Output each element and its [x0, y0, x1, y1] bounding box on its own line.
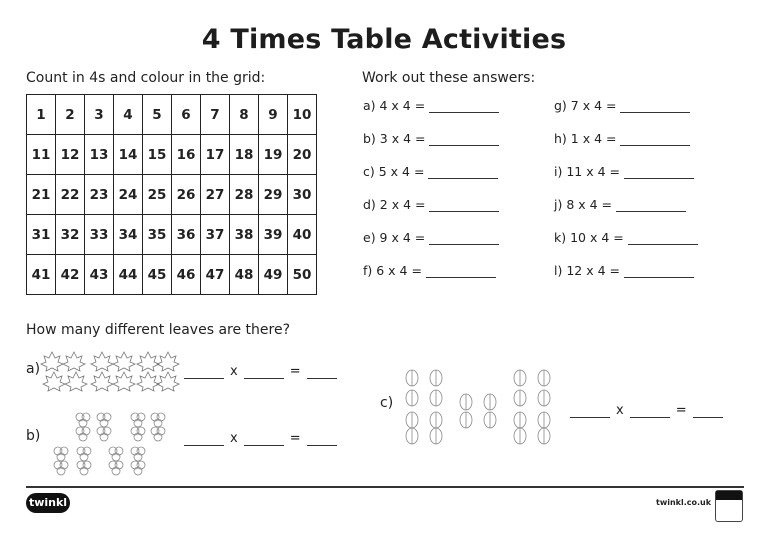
grid-cell[interactable]: 31: [27, 215, 56, 255]
grid-cell[interactable]: 6: [172, 95, 201, 135]
maple-leaf-icon: [91, 352, 113, 371]
grid-cell[interactable]: 34: [114, 215, 143, 255]
maple-leaf-icon: [41, 352, 63, 371]
grid-row: [27, 135, 317, 175]
clover-leaf-icon: [109, 447, 123, 461]
clover-leaf-icon: [54, 461, 68, 475]
grid-cell[interactable]: 14: [114, 135, 143, 175]
grid-cell[interactable]: 25: [143, 175, 172, 215]
question-text: i) 11 x 4 =: [554, 164, 620, 179]
grid-cell[interactable]: 17: [201, 135, 230, 175]
question-item: [363, 98, 499, 113]
blank-field[interactable]: [570, 405, 610, 418]
grid-cell[interactable]: 24: [114, 175, 143, 215]
grid-cell[interactable]: 18: [230, 135, 259, 175]
equals-sign: =: [675, 403, 687, 418]
question-text: k) 10 x 4 =: [554, 230, 624, 245]
leaves-answer-c: [570, 403, 723, 418]
grid-cell[interactable]: 22: [56, 175, 85, 215]
grid-row: [27, 175, 317, 215]
footer-site: twinkl.co.uk: [656, 498, 712, 507]
question-item: [554, 197, 686, 212]
grid-cell[interactable]: 27: [201, 175, 230, 215]
maple-leaf-icon: [65, 372, 87, 391]
oval-leaf-icon: [514, 390, 526, 406]
question-item: [554, 230, 698, 245]
blank-field[interactable]: [693, 405, 723, 418]
footer-divider: [26, 486, 744, 488]
grid-cell[interactable]: 35: [143, 215, 172, 255]
grid-cell[interactable]: 2: [56, 95, 85, 135]
times-sign: x: [230, 431, 238, 446]
grid-row: [27, 95, 317, 135]
blank-field[interactable]: [307, 433, 337, 446]
grid-cell[interactable]: 30: [288, 175, 317, 215]
blank-field[interactable]: [244, 366, 284, 379]
question-item: [363, 263, 496, 278]
clover-leaf-icon: [97, 413, 111, 427]
grid-cell[interactable]: 38: [230, 215, 259, 255]
oval-leaf-icon: [430, 390, 442, 406]
leaves-label-a: a): [26, 361, 41, 377]
oval-leaf-icon: [430, 412, 442, 428]
oval-leaf-icon: [406, 428, 418, 444]
grid-cell[interactable]: 9: [259, 95, 288, 135]
grid-cell[interactable]: 15: [143, 135, 172, 175]
maple-leaf-icon: [113, 372, 135, 391]
grid-cell[interactable]: 36: [172, 215, 201, 255]
grid-cell[interactable]: 19: [259, 135, 288, 175]
grid-cell[interactable]: 13: [85, 135, 114, 175]
clover-leaves-group: [50, 412, 180, 478]
grid-cell[interactable]: 16: [172, 135, 201, 175]
oval-leaf-icon: [406, 370, 418, 386]
leaves-question: How many different leaves are there?: [26, 322, 291, 338]
oval-leaf-icon: [460, 412, 472, 428]
grid-cell[interactable]: 29: [259, 175, 288, 215]
answer-blank[interactable]: [616, 197, 686, 212]
twinkl-logo: twinkl: [26, 493, 70, 513]
grid-cell[interactable]: 12: [56, 135, 85, 175]
quality-badge-icon: [715, 490, 743, 522]
grid-cell[interactable]: 21: [27, 175, 56, 215]
maple-leaf-icon: [63, 352, 85, 371]
question-text: d) 2 x 4 =: [363, 197, 426, 212]
leaves-label-b: b): [26, 428, 41, 444]
leaves-answer-b: [184, 431, 337, 446]
answers-instruction: Work out these answers:: [362, 70, 536, 86]
oval-leaf-icon: [514, 428, 526, 444]
grid-row: [27, 215, 317, 255]
grid-cell[interactable]: 48: [230, 255, 259, 295]
oval-leaf-icon: [484, 394, 496, 410]
answer-blank[interactable]: [426, 263, 496, 278]
question-item: [554, 98, 690, 113]
answer-blank[interactable]: [624, 263, 694, 278]
oval-leaves-group: [400, 366, 560, 448]
question-item: [554, 131, 690, 146]
question-text: c) 5 x 4 =: [363, 164, 425, 179]
grid-cell[interactable]: 32: [56, 215, 85, 255]
equals-sign: =: [289, 431, 301, 446]
question-text: e) 9 x 4 =: [363, 230, 426, 245]
answer-blank[interactable]: [628, 230, 698, 245]
oval-leaf-icon: [538, 428, 550, 444]
clover-leaf-icon: [131, 427, 145, 441]
grid-cell[interactable]: 7: [201, 95, 230, 135]
answer-blank[interactable]: [620, 131, 690, 146]
times-sign: x: [230, 364, 238, 379]
question-text: g) 7 x 4 =: [554, 98, 617, 113]
answer-blank[interactable]: [428, 164, 498, 179]
answer-blank[interactable]: [429, 230, 499, 245]
question-item: [554, 164, 694, 179]
grid-cell[interactable]: 46: [172, 255, 201, 295]
oval-leaf-icon: [430, 428, 442, 444]
clover-leaf-icon: [97, 427, 111, 441]
answer-blank[interactable]: [429, 197, 499, 212]
grid-cell[interactable]: 44: [114, 255, 143, 295]
question-item: [363, 197, 499, 212]
grid-cell[interactable]: 11: [27, 135, 56, 175]
grid-cell[interactable]: 43: [85, 255, 114, 295]
maple-leaf-icon: [137, 372, 159, 391]
grid-cell[interactable]: 47: [201, 255, 230, 295]
maple-leaf-icon: [43, 372, 65, 391]
clover-leaf-icon: [77, 447, 91, 461]
question-text: f) 6 x 4 =: [363, 263, 422, 278]
maple-leaf-icon: [113, 352, 135, 371]
maple-leaf-icon: [91, 372, 113, 391]
grid-cell[interactable]: 10: [288, 95, 317, 135]
leaves-label-c: c): [380, 395, 394, 411]
oval-leaf-icon: [484, 412, 496, 428]
clover-leaf-icon: [77, 461, 91, 475]
maple-leaf-icon: [157, 372, 179, 391]
grid-cell[interactable]: 49: [259, 255, 288, 295]
maple-leaf-icon: [137, 352, 159, 371]
times-sign: x: [616, 403, 624, 418]
grid-cell[interactable]: 40: [288, 215, 317, 255]
clover-leaf-icon: [131, 447, 145, 461]
grid-cell[interactable]: 37: [201, 215, 230, 255]
equals-sign: =: [289, 364, 301, 379]
grid-cell[interactable]: 26: [172, 175, 201, 215]
blank-field[interactable]: [307, 366, 337, 379]
grid-cell[interactable]: 28: [230, 175, 259, 215]
grid-cell[interactable]: 23: [85, 175, 114, 215]
oval-leaf-icon: [430, 370, 442, 386]
question-text: a) 4 x 4 =: [363, 98, 426, 113]
clover-leaf-icon: [109, 461, 123, 475]
question-item: [363, 230, 499, 245]
grid-cell[interactable]: 45: [143, 255, 172, 295]
question-text: b) 3 x 4 =: [363, 131, 426, 146]
clover-leaf-icon: [131, 461, 145, 475]
question-text: h) 1 x 4 =: [554, 131, 617, 146]
grid-cell[interactable]: 50: [288, 255, 317, 295]
grid-cell[interactable]: 33: [85, 215, 114, 255]
grid-cell[interactable]: 4: [114, 95, 143, 135]
grid-cell[interactable]: 5: [143, 95, 172, 135]
answer-blank[interactable]: [429, 98, 499, 113]
grid-cell[interactable]: 41: [27, 255, 56, 295]
blank-field[interactable]: [244, 433, 284, 446]
clover-leaf-icon: [76, 413, 90, 427]
question-text: j) 8 x 4 =: [554, 197, 613, 212]
oval-leaf-icon: [514, 412, 526, 428]
oval-leaf-icon: [538, 412, 550, 428]
oval-leaf-icon: [538, 390, 550, 406]
oval-leaf-icon: [406, 390, 418, 406]
grid-cell[interactable]: 8: [230, 95, 259, 135]
blank-field[interactable]: [630, 405, 670, 418]
answer-blank[interactable]: [429, 131, 499, 146]
grid-instruction: Count in 4s and colour in the grid:: [26, 70, 266, 86]
page-title: 4 Times Table Activities: [201, 24, 567, 55]
grid-cell[interactable]: 42: [56, 255, 85, 295]
grid-cell[interactable]: 39: [259, 215, 288, 255]
answer-blank[interactable]: [624, 164, 694, 179]
question-item: [554, 263, 694, 278]
oval-leaf-icon: [514, 370, 526, 386]
clover-leaf-icon: [76, 427, 90, 441]
leaves-answer-a: [184, 364, 337, 379]
grid-row: [27, 255, 317, 295]
number-grid: [26, 94, 317, 295]
blank-field[interactable]: [184, 433, 224, 446]
answer-blank[interactable]: [620, 98, 690, 113]
oval-leaf-icon: [406, 412, 418, 428]
question-item: [363, 131, 499, 146]
clover-leaf-icon: [151, 427, 165, 441]
clover-leaf-icon: [151, 413, 165, 427]
maple-leaf-icon: [157, 352, 179, 371]
grid-cell[interactable]: 20: [288, 135, 317, 175]
blank-field[interactable]: [184, 366, 224, 379]
maple-leaves-group: [40, 350, 180, 392]
clover-leaf-icon: [131, 413, 145, 427]
oval-leaf-icon: [460, 394, 472, 410]
question-text: l) 12 x 4 =: [554, 263, 620, 278]
oval-leaf-icon: [538, 370, 550, 386]
clover-leaf-icon: [54, 447, 68, 461]
question-item: [363, 164, 498, 179]
grid-cell[interactable]: 3: [85, 95, 114, 135]
grid-cell[interactable]: 1: [27, 95, 56, 135]
